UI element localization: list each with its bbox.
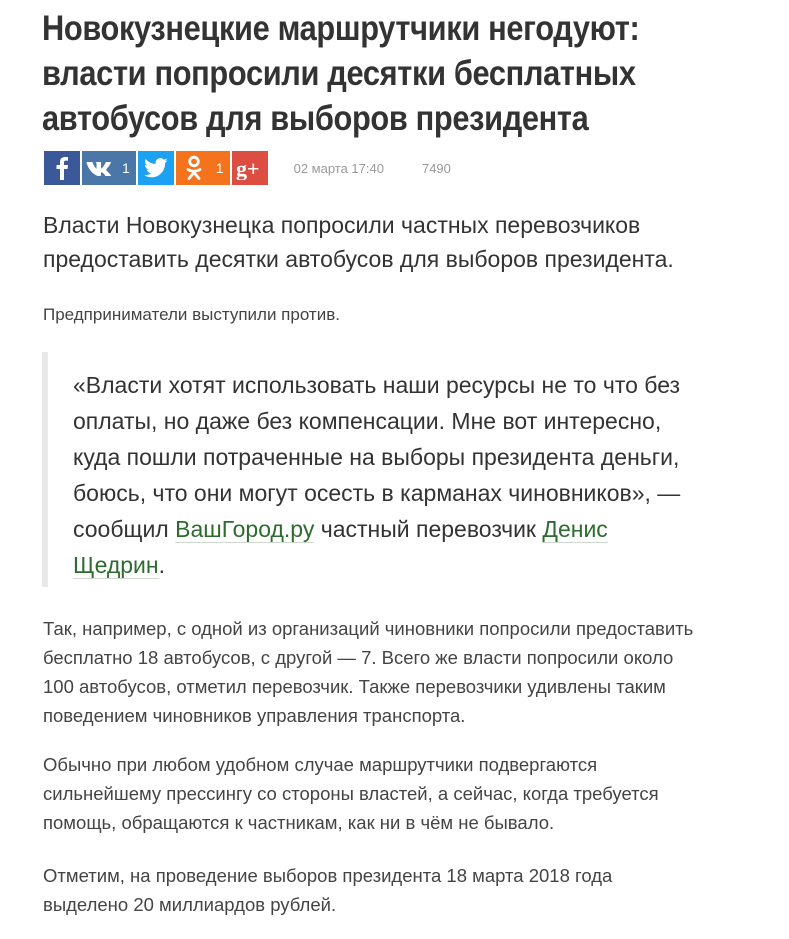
odnoklassniki-share-count: 1 bbox=[215, 160, 224, 176]
lead-paragraph bbox=[43, 208, 783, 276]
person-link-last[interactable]: Щедрин bbox=[73, 552, 159, 578]
share-bar bbox=[44, 150, 451, 186]
headline-line: власти попросили десятки бесплатных bbox=[42, 54, 636, 93]
paragraph-line: Отметим, на проведение выборов президента 18 марта 2018 года bbox=[43, 865, 613, 886]
quote-block bbox=[42, 352, 742, 587]
body-paragraph-3 bbox=[43, 861, 778, 919]
paragraph-line: сильнейшему прессингу со стороны властей, а сейчас, когда требуется bbox=[43, 783, 659, 804]
paragraph-line: 100 автобусов, отметил перевозчик. Также перевозчики удивлены таким bbox=[43, 676, 666, 697]
quote-text bbox=[73, 367, 742, 583]
quote-line: куда пошли потраченные на выборы президента деньги, bbox=[73, 444, 680, 470]
paragraph-line: бесплатно 18 автобусов, с другой — 7. Всего же власти попросили около bbox=[43, 647, 674, 668]
quote-line: боюсь, что они могут осесть в карманах чиновников», — bbox=[73, 480, 681, 506]
quote-line: «Власти хотят использовать наши ресурсы не то что без bbox=[73, 372, 681, 398]
view-count: 7490 bbox=[421, 160, 451, 176]
svg-text:g+: g+ bbox=[235, 156, 260, 180]
quote-line: оплаты, но даже без компенсации. Мне вот интересно, bbox=[73, 408, 662, 434]
paragraph-line: выделено 20 миллиардов рублей. bbox=[43, 894, 337, 915]
body-paragraph-1 bbox=[43, 614, 778, 730]
vk-share-count: 1 bbox=[122, 160, 130, 176]
headline-line: Новокузнецкие маршрутчики негодуют: bbox=[42, 9, 640, 48]
subtitle-paragraph: Предприниматели выступили против. bbox=[43, 305, 340, 324]
facebook-icon bbox=[44, 151, 80, 185]
paragraph-line: Так, например, с одной из организаций чиновники попросили предоставить bbox=[43, 618, 694, 639]
odnoklassniki-share-button[interactable] bbox=[176, 151, 230, 185]
person-link-first[interactable]: Денис bbox=[542, 516, 608, 542]
twitter-icon bbox=[138, 151, 174, 185]
google-plus-icon bbox=[232, 151, 268, 185]
publish-date: 02 марта 17:40 bbox=[293, 160, 384, 176]
lead-line: предоставить десятки автобусов для выборов президента. bbox=[43, 246, 674, 272]
google-plus-share-button[interactable] bbox=[232, 151, 268, 185]
vk-icon bbox=[82, 151, 118, 185]
quote-attribution: сообщил bbox=[73, 516, 176, 542]
headline-line: автобусов для выборов президента bbox=[42, 99, 589, 138]
paragraph-line: Обычно при любом удобном случае маршрутчики подвергаются bbox=[43, 754, 598, 775]
source-link[interactable]: ВашГород.ру bbox=[175, 516, 315, 542]
quote-end: . bbox=[158, 552, 166, 578]
lead-line: Власти Новокузнецка попросили частных перевозчиков bbox=[43, 212, 641, 238]
vk-share-button[interactable] bbox=[82, 151, 136, 185]
headline bbox=[42, 6, 781, 141]
body-paragraph-2 bbox=[43, 750, 778, 837]
odnoklassniki-icon bbox=[176, 151, 212, 185]
paragraph-line: помощь, обращаются к частникам, как ни в чём не бывало. bbox=[43, 812, 555, 833]
quote-attribution-middle: частный перевозчик bbox=[314, 516, 543, 542]
paragraph-line: поведением чиновников управления транспорта. bbox=[43, 705, 466, 726]
facebook-share-button[interactable] bbox=[44, 151, 80, 185]
twitter-share-button[interactable] bbox=[138, 151, 174, 185]
